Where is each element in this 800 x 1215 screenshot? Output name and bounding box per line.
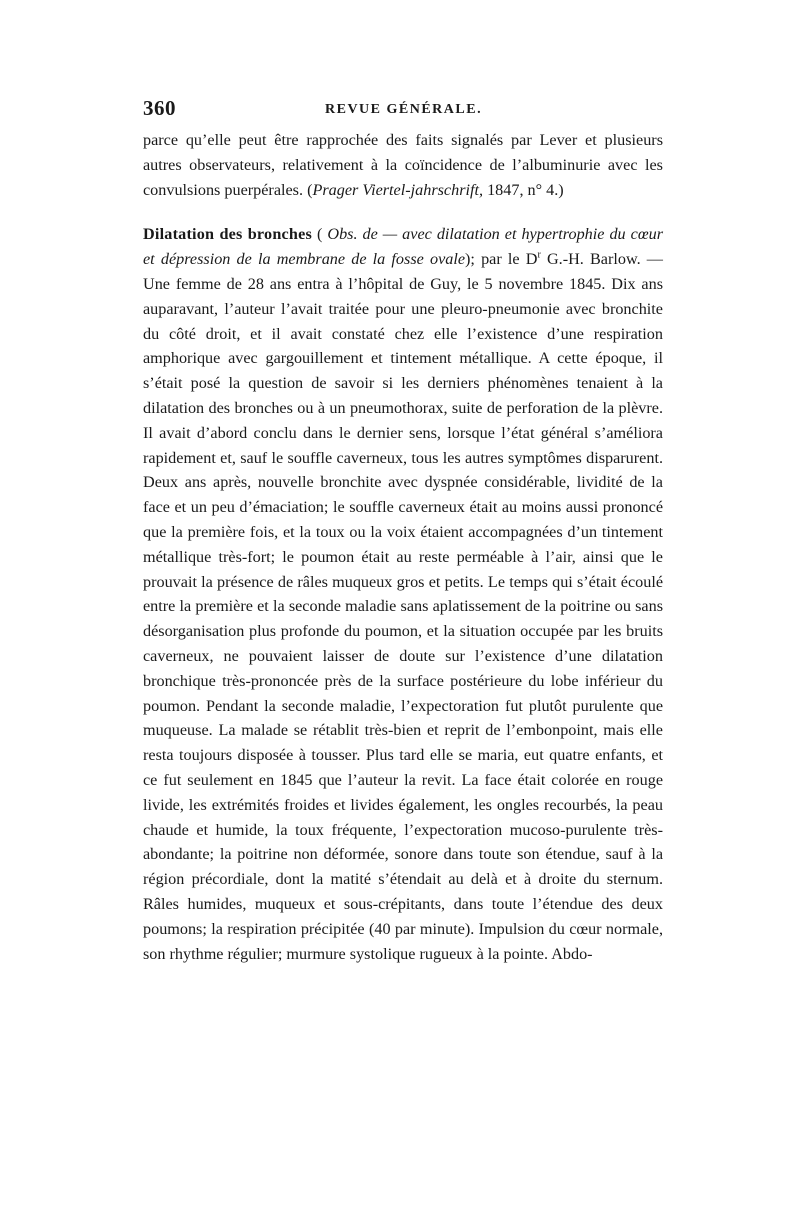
running-title: REVUE GÉNÉRALE. [325, 102, 483, 117]
article-subtitle: Obs. de — avec dilatation et hypertrophie du cœur et dépression de la membrane de la fosse ovale [143, 225, 664, 269]
continuation-paragraph [143, 128, 663, 202]
book-page [143, 96, 663, 966]
page-number: 360 [143, 96, 176, 120]
article-paragraph [143, 222, 663, 966]
article-body: G.-H. Barlow. — Une femme de 28 ans entra à l’hôpital de Guy, le 5 novembre 1845. Dix ans auparavant, l’auteur l’avait traitée pour une pleuro-pneumonie avec bronchite du côté droit, et il avait constaté chez elle l’existence d’une respiration amphorique avec gargouillement et tintement métallique. A cette époque, il s’était posé la question de savoir si les derniers phénomènes tenaient à la dilatation des bronches ou à un pneumothorax, suite de perforation de la plèvre. Il avait d’abord conclu dans le dernier sens, lorsque l’état général s’améliora rapidement et, sauf le souffle caverneux, tous les autres symptômes disparurent. Deux ans après, nouvelle bronchite avec dyspnée considérable, lividité de la face et un peu d’émaciation; le souffle caverneux était au moins aussi prononcé que la première fois, et la toux ou la voix étaient accompagnées d’un tintement métallique très-fort; le poumon était au reste perméable à l’air, ainsi que le prouvait la présence de râles muqueux gros et petits. Le temps qui s’était écoulé entre la première et la seconde maladie sans aplatissement de la poitrine ou sans désorganisation plus profonde du poumon, et la situation occupée par les bruits caverneux, ne pouvaient laisser de doute sur l’existence d’une dilatation bronchique très-prononcée près de la surface postérieure du lobe inférieur du poumon. Pendant la seconde maladie, l’expectoration fut plutôt purulente que muqueuse. La malade se rétablit très-bien et reprit de l’embonpoint, mais elle resta toujours disposée à tousser. Plus tard elle se maria, eut quatre enfants, et ce fut seulement en 1845 que l’auteur la revit. La face était colorée en rouge livide, les extrémités froides et livides également, les ongles recourbés, la peau chaude et humide, la toux fréquente, l’expectoration mucoso-purulente très-abondante; la poitrine non déformée, sonore dans toute son étendue, sauf à la région précordiale, dont la matité s’étendait au delà et à droite du sternum. Râles humides, muqueux et sous-crépitants, dans toute l’étendue des deux poumons; la respiration précipitée (40 par minute). Impulsion du cœur normale, son rhythme régulier; murmure systolique rugueux à la pointe. Abdo- [143, 250, 663, 963]
article-heading: Dilatation des bronches [143, 225, 312, 244]
citation-journal: Prager Viertel-jahrschrift, [312, 180, 484, 199]
continuation-text: parce qu’elle peut être rapprochée des faits signalés par Lever et plusieurs autres observateurs, relativement à la coïncidence de l’albuminurie avec les convulsions puerpérales. ( [143, 131, 663, 199]
page-header [143, 96, 663, 124]
doctor-superscript: r [537, 249, 541, 261]
citation-details: 1847, n° 4.) [483, 180, 564, 199]
subtitle-open: ( [312, 225, 328, 244]
subtitle-close: ); par le D [465, 250, 538, 269]
